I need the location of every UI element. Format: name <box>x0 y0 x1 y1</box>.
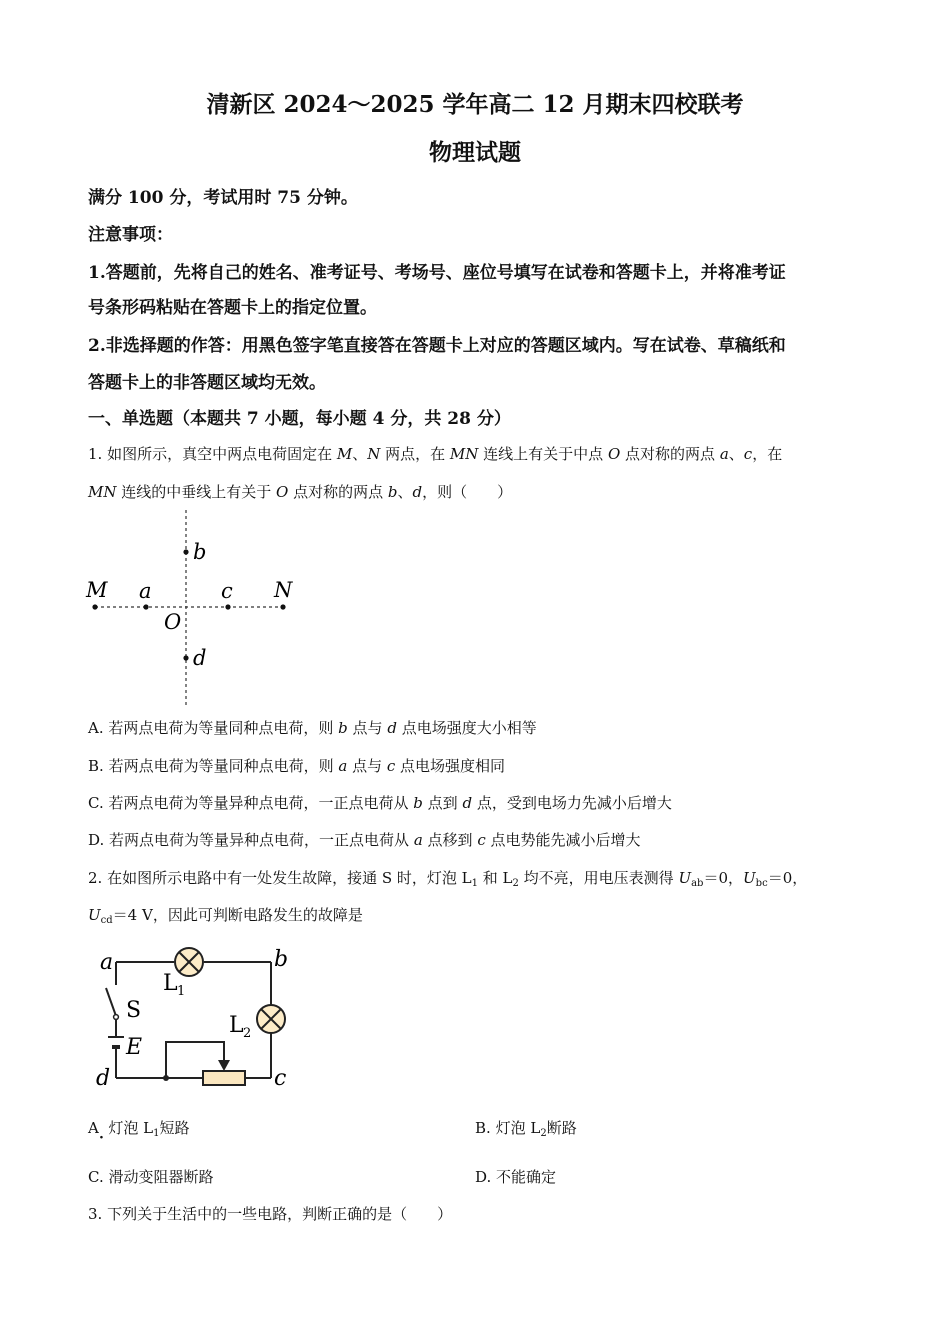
var-U: U <box>743 869 756 887</box>
q1-text: 连线的中垂线上有关于 <box>116 483 277 501</box>
option-label: A. <box>88 719 104 737</box>
var-c: c <box>743 445 753 463</box>
label-a: a <box>139 579 152 603</box>
q1-option-b[interactable] <box>88 755 505 776</box>
option-label: C. <box>88 794 104 812</box>
q2-text: ＝4 V，因此可判断电路发生的故障是 <box>112 906 363 924</box>
var-a: a <box>719 445 729 463</box>
var-c: c <box>386 757 396 775</box>
var-U: U <box>678 869 692 887</box>
label-S: S <box>126 998 142 1023</box>
q2-text: 均不亮，用电压表测得 <box>518 869 679 887</box>
subscript: ab <box>691 878 704 889</box>
option-text: 点电场强度大小相等 <box>396 719 537 737</box>
option-text: 点电势能先减小后增大 <box>485 831 641 849</box>
subscript: bc <box>755 878 768 889</box>
label-b: b <box>193 540 207 564</box>
q1-text: 、 <box>352 445 368 463</box>
q2-text: ＝0， <box>767 869 808 887</box>
q3-number: 3. <box>88 1205 103 1223</box>
q1-text: 两点，在 <box>380 445 450 463</box>
q1-text: 、 <box>728 445 744 463</box>
q3-line1 <box>88 1203 452 1224</box>
q1-text: 点对称的两点 <box>288 483 388 501</box>
var-d: d <box>462 794 473 812</box>
q2-text: 在如图所示电路中有一处发生故障，接通 S 时，灯泡 L <box>107 869 472 887</box>
q1-text: 如图所示，真空中两点电荷固定在 <box>107 445 337 463</box>
q1-option-a[interactable] <box>88 717 537 738</box>
subscript: 1 <box>471 878 479 889</box>
q2-line1 <box>88 867 807 889</box>
note1-line1: 1.答题前，先将自己的姓名、准考证号、考场号、座位号填写在试卷和答题卡上，并将准考证 <box>88 263 786 283</box>
subscript: cd <box>100 915 113 926</box>
var-M: M <box>336 445 353 463</box>
lamp-l2-icon <box>257 1005 285 1033</box>
q3-text: 下列关于生活中的一些电路，判断正确的是（ ） <box>107 1205 453 1223</box>
rheostat-icon <box>203 1071 245 1085</box>
option-text: 灯泡 L <box>495 1119 541 1137</box>
option-label: D. <box>475 1168 492 1186</box>
q2-option-d[interactable] <box>475 1166 556 1187</box>
option-text: 点，受到电场力先减小后增大 <box>472 794 672 812</box>
point-a <box>143 604 148 609</box>
var-d: d <box>387 719 397 737</box>
var-a: a <box>413 831 423 849</box>
q1-text: 点对称的两点 <box>620 445 720 463</box>
option-text: 点电场强度相同 <box>395 757 506 775</box>
label-L2-sub: 2 <box>243 1026 252 1041</box>
option-text: 灯泡 L <box>108 1119 154 1137</box>
option-label: A <box>88 1119 99 1137</box>
var-c: c <box>477 831 486 849</box>
note1-line2: 号条形码粘贴在答题卡上的指定位置。 <box>88 298 377 318</box>
note2-line2: 答题卡上的非答题区域均无效。 <box>88 373 326 393</box>
q1-text: ，在 <box>752 445 783 463</box>
q1-text: ，则（ ） <box>422 483 513 501</box>
point-b <box>183 549 188 554</box>
subscript: 1 <box>153 1128 160 1139</box>
option-text: 滑动变阻器断路 <box>108 1168 214 1186</box>
var-b: b <box>413 794 423 812</box>
q2-circuit-figure <box>88 940 328 1095</box>
option-text: 若两点电荷为等量异种点电荷，一正点电荷从 <box>108 794 414 812</box>
point-c <box>225 604 230 609</box>
label-c: c <box>221 579 233 603</box>
lamp-l1-icon <box>175 948 203 976</box>
exam-title: 清新区 2024～2025 学年高二 12 月期末四校联考 <box>206 91 744 118</box>
label-a: a <box>100 950 114 975</box>
option-text: 点移到 <box>422 831 478 849</box>
q2-text: 和 L <box>478 869 513 887</box>
label-b: b <box>274 947 289 972</box>
var-MN: MN <box>449 445 479 463</box>
var-O: O <box>607 445 621 463</box>
q1-line1 <box>88 443 782 464</box>
option-text: 不能确定 <box>496 1168 557 1186</box>
option-text: 若两点电荷为等量同种点电荷，则 <box>108 719 339 737</box>
var-a: a <box>338 757 348 775</box>
q2-option-c[interactable] <box>88 1166 214 1187</box>
label-c: c <box>274 1066 287 1091</box>
var-O: O <box>276 483 289 501</box>
label-L1-sub: 1 <box>177 984 186 999</box>
label-O: O <box>164 610 182 634</box>
label-L2: L <box>229 1013 244 1038</box>
option-label: D. <box>88 831 105 849</box>
var-U: U <box>88 906 101 924</box>
q2-number: 2. <box>88 869 103 887</box>
notice-heading: 注意事项： <box>88 225 173 245</box>
option-text: 若两点电荷为等量异种点电荷，一正点电荷从 <box>109 831 414 849</box>
subscript: 2 <box>540 1128 547 1139</box>
label-d: d <box>96 1066 111 1091</box>
q1-option-c[interactable] <box>88 792 672 813</box>
option-label: C. <box>88 1168 104 1186</box>
option-text: 点到 <box>422 794 463 812</box>
option-text: 断路 <box>546 1119 577 1137</box>
section1-heading: 一、单选题（本题共 7 小题，每小题 4 分，共 28 分） <box>88 409 511 429</box>
q2-option-b[interactable] <box>475 1117 577 1139</box>
var-b: b <box>338 719 348 737</box>
option-text: 若两点电荷为等量同种点电荷，则 <box>108 757 339 775</box>
q1-number: 1. <box>88 445 103 463</box>
note2-line1: 2.非选择题的作答：用黑色签字笔直接答在答题卡上对应的答题区域内。写在试卷、草稿纸和 <box>88 336 786 356</box>
q1-line2 <box>88 481 512 502</box>
label-E: E <box>126 1035 143 1060</box>
var-d: d <box>412 483 423 501</box>
q1-option-d[interactable] <box>88 829 641 850</box>
option-text: 点与 <box>347 757 387 775</box>
label-d: d <box>193 646 207 670</box>
point-M <box>92 604 97 609</box>
var-MN: MN <box>88 483 117 501</box>
switch-lever <box>106 988 116 1016</box>
stray-dot: · <box>99 1130 104 1146</box>
score-time: 满分 100 分，考试用时 75 分钟。 <box>88 188 358 208</box>
q1-text: 、 <box>397 483 413 501</box>
switch-pivot <box>114 1015 119 1020</box>
var-N: N <box>367 445 381 463</box>
option-label: B. <box>475 1119 491 1137</box>
subscript: 2 <box>512 878 519 889</box>
exam-subtitle: 物理试题 <box>429 139 521 166</box>
label-N: N <box>274 578 293 602</box>
q1-text: 连线上有关于中点 <box>478 445 608 463</box>
label-L1: L <box>163 971 178 996</box>
var-b: b <box>387 483 398 501</box>
q2-text: ＝0， <box>703 869 744 887</box>
q1-figure <box>80 505 310 710</box>
q2-line2 <box>88 904 363 926</box>
option-text: 点与 <box>347 719 388 737</box>
point-d <box>183 655 188 660</box>
option-label: B. <box>88 757 104 775</box>
label-M: M <box>86 578 108 602</box>
point-N <box>280 604 285 609</box>
slider-arrow-icon <box>218 1060 230 1071</box>
option-text: 短路 <box>159 1119 190 1137</box>
